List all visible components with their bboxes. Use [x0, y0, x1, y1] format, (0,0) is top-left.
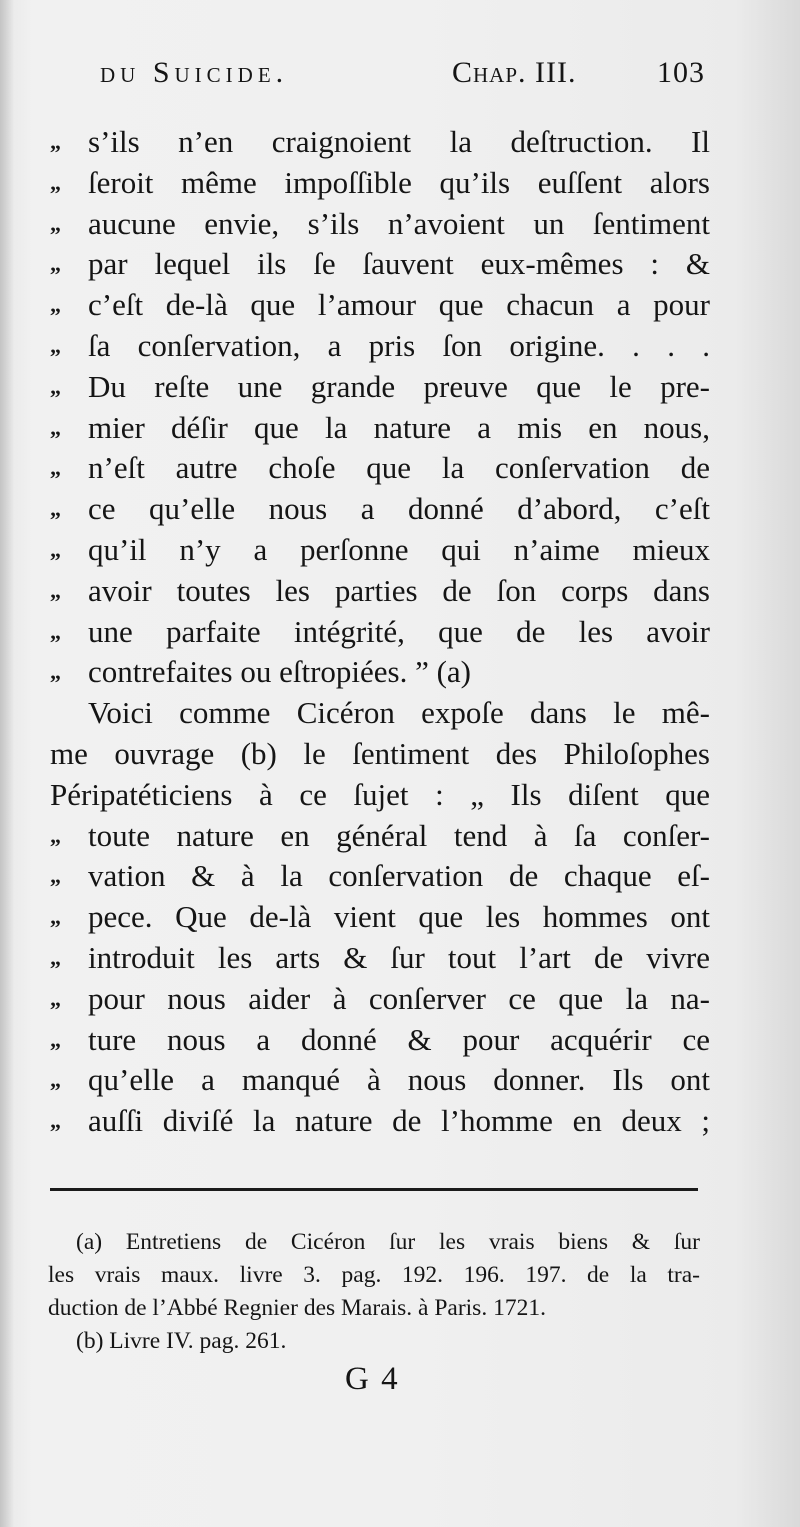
text-line [50, 1101, 710, 1142]
text-line [50, 612, 710, 653]
quote-mark: „ [50, 1067, 61, 1093]
quote-mark: „ [50, 210, 61, 236]
text-line [50, 408, 710, 449]
line-text: ce qu’elle nous a donné d’abord, c’eſt [88, 491, 710, 527]
line-text: n’eſt autre choſe que la conſervation de [88, 450, 710, 486]
text-line [50, 897, 710, 938]
text-line [50, 163, 710, 204]
line-text: avoir toutes les parties de ſon corps dans [88, 572, 710, 608]
line-text: une parfaite intégrité, que de les avoir [88, 613, 710, 649]
quote-mark: „ [50, 414, 61, 440]
quote-mark: „ [50, 169, 61, 195]
quote-mark: „ [50, 373, 61, 399]
line-text: s’ils n’en craignoient la deſtruction. Il [88, 124, 710, 159]
footnote-line: (b) Livre IV. pag. 261. [76, 1328, 287, 1354]
line-text: introduit les arts & ſur tout l’art de vivre [88, 939, 710, 975]
text-line [50, 448, 710, 489]
text-line [50, 734, 710, 775]
text-line [50, 367, 710, 408]
quote-mark: „ [50, 1108, 61, 1134]
line-text: ſeroit même impoſſible qu’ils euſſent alors [88, 164, 710, 200]
line-text: qu’il n’y a perſonne qui n’aime mieux [88, 531, 710, 567]
line-text: ture nous a donné & pour acquérir ce [88, 1021, 710, 1057]
header-left: du Suicide. [100, 56, 289, 89]
header-chapter: Chap. III. [452, 56, 577, 89]
footnotes [48, 1226, 700, 1358]
signature-mark: G 4 [345, 1361, 400, 1397]
quote-mark: „ [50, 129, 61, 154]
quote-mark: „ [50, 1026, 61, 1052]
line-text: Voici comme Cicéron expoſe dans le mê- [88, 695, 710, 731]
text-line [50, 326, 710, 367]
quote-mark: „ [50, 822, 61, 848]
quote-mark: „ [50, 863, 61, 889]
line-text: Péripatéticiens à ce ſujet : „ Ils diſent que [50, 776, 710, 812]
line-text: qu’elle a manqué à nous donner. Ils ont [88, 1062, 710, 1098]
text-line [50, 816, 710, 857]
footnote-separator [50, 1188, 698, 1191]
text-line [50, 244, 710, 285]
line-text: c’eſt de-là que l’amour que chacun a pour [88, 287, 710, 323]
line-text: toute nature en général tend à ſa conſer- [88, 817, 710, 853]
line-text: auſſi diviſé la nature de l’homme en deux ; [88, 1103, 710, 1139]
line-text: mier déſir que la nature a mis en nous, [88, 409, 710, 445]
quote-mark: „ [50, 659, 61, 685]
text-line [50, 856, 710, 897]
quote-mark: „ [50, 577, 61, 603]
line-text: me ouvrage (b) le ſentiment des Philoſophes [50, 735, 710, 771]
quote-mark: „ [50, 944, 61, 970]
quote-mark: „ [50, 536, 61, 562]
footnote-line: duction de l’Abbé Regnier des Marais. à Paris. 1721. [48, 1295, 546, 1321]
text-line [50, 530, 710, 571]
text-line [50, 204, 710, 245]
text-line [50, 938, 710, 979]
footnote-line: les vrais maux. livre 3. pag. 192. 196. 197. de la tra- [48, 1262, 700, 1288]
quote-mark: „ [50, 618, 61, 644]
body-text [50, 122, 710, 1142]
line-text: pece. Que de-là vient que les hommes ont [88, 899, 710, 935]
text-line [50, 652, 710, 693]
gutter-shadow [0, 0, 14, 1527]
text-line [50, 693, 710, 734]
quote-mark: „ [50, 251, 61, 277]
line-text: ſa conſervation, a pris ſon origine. . . . [88, 327, 710, 363]
quote-mark: „ [50, 292, 61, 318]
quote-mark: „ [50, 496, 61, 522]
page-number: 103 [657, 56, 705, 89]
text-line [50, 489, 710, 530]
text-line [50, 1060, 710, 1101]
text-line [50, 571, 710, 612]
quote-mark: „ [50, 332, 61, 358]
text-line [50, 1020, 710, 1061]
line-text: par lequel ils ſe ſauvent eux-mêmes : & [88, 246, 710, 282]
quote-mark: „ [50, 985, 61, 1011]
line-text: vation & à la conſervation de chaque eſ- [88, 858, 710, 894]
footnote-line: (a) Entretiens de Cicéron ſur les vrais biens & ſur [76, 1229, 700, 1255]
line-text: Du reſte une grande preuve que le pre- [88, 368, 710, 404]
text-line [50, 285, 710, 326]
text-line [50, 775, 710, 816]
line-text: contrefaites ou eſtropiées. ” (a) [88, 654, 472, 690]
quote-mark: „ [50, 904, 61, 930]
quote-mark: „ [50, 455, 61, 481]
running-header [100, 56, 705, 96]
line-text: aucune envie, s’ils n’avoient un ſentiment [88, 205, 710, 241]
text-line [50, 979, 710, 1020]
line-text: pour nous aider à conſerver ce que la na- [88, 980, 710, 1016]
text-line [50, 122, 710, 163]
